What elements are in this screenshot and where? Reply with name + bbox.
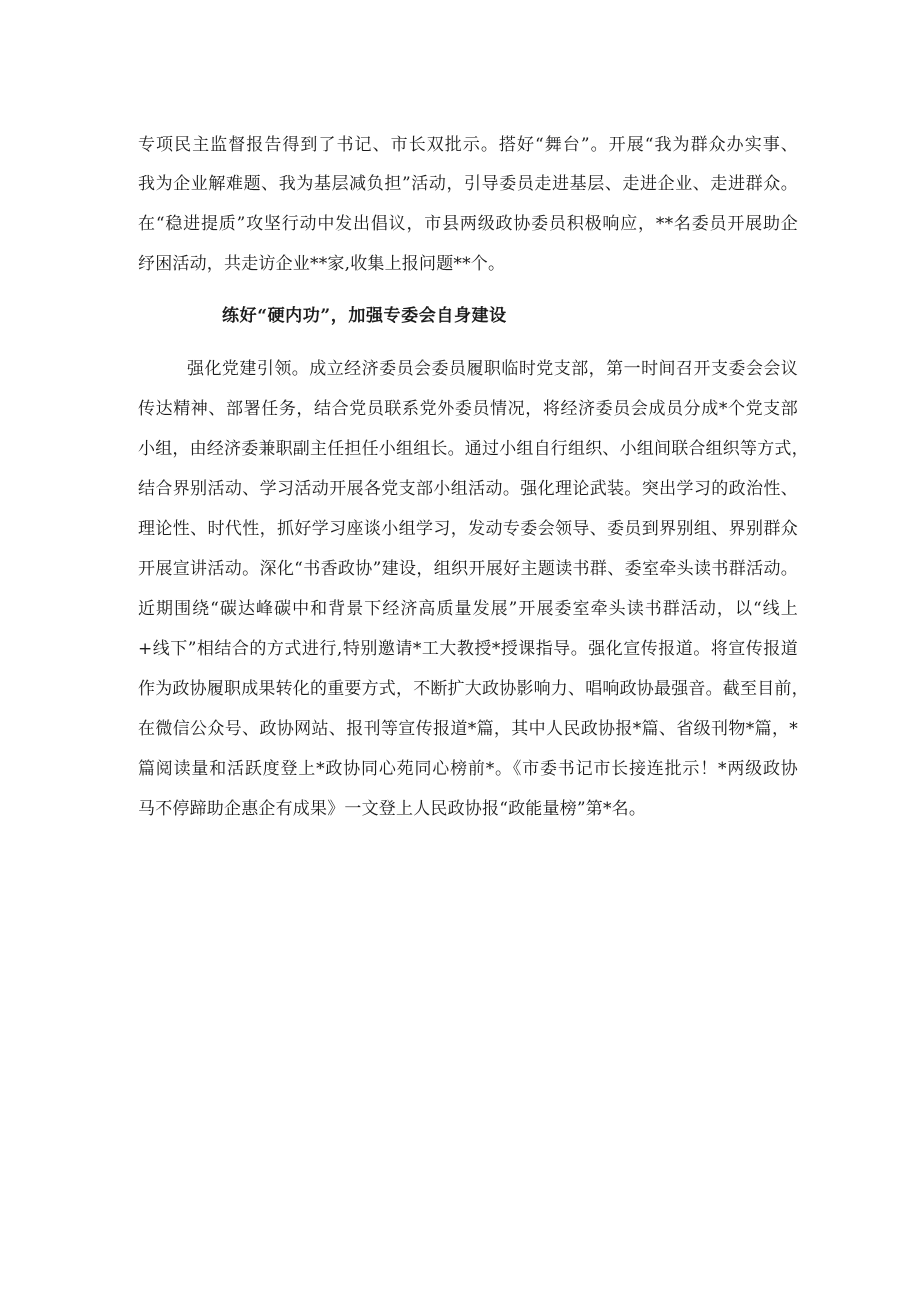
paragraph-line: +线下”相结合的方式进行,特别邀请*工大教授*授课指导。强化宣传报道。将宣传报道 bbox=[138, 639, 798, 659]
paragraph-line: 纾困活动，共走访企业**家,收集上报问题**个。 bbox=[138, 254, 506, 274]
paragraph-line: 我为企业解难题、我为基层减负担”活动，引导委员走进基层、走进企业、走进群众。 bbox=[138, 174, 798, 194]
paragraph-line: 专项民主监督报告得到了书记、市长双批示。搭好“舞台”。开展“我为群众办实事、 bbox=[138, 135, 798, 155]
paragraph-line: 强化党建引领。成立经济委员会委员履职临时党支部，第一时间召开支委会会议 bbox=[187, 359, 798, 379]
paragraph-line: 开展宣讲活动。深化“书香政协”建设，组织开展好主题读书群、委室牵头读书群活动。 bbox=[138, 559, 798, 579]
paragraph-line: 马不停蹄助企惠企有成果》一文登上人民政协报“政能量榜”第*名。 bbox=[138, 799, 647, 819]
paragraph-line: 结合界别活动、学习活动开展各党支部小组活动。强化理论武装。突出学习的政治性、 bbox=[138, 479, 798, 499]
paragraph-line: 在微信公众号、政协网站、报刊等宣传报道*篇，其中人民政协报*篇、省级刊物*篇，* bbox=[138, 719, 798, 739]
paragraph-line: 小组，由经济委兼职副主任担任小组组长。通过小组自行组织、小组间联合组织等方式， bbox=[138, 439, 809, 459]
paragraph-line: 篇阅读量和活跃度登上*政协同心苑同心榜前*。《市委书记市长接连批示！*两级政协 bbox=[138, 759, 798, 779]
paragraph-line: 理论性、时代性，抓好学习座谈小组学习，发动专委会领导、委员到界别组、界别群众 bbox=[138, 519, 798, 539]
paragraph-line: 在“稳进提质”攻坚行动中发出倡议，市县两级政协委员积极响应，**名委员开展助企 bbox=[138, 214, 798, 234]
paragraph-line: 作为政协履职成果转化的重要方式，不断扩大政协影响力、唱响政协最强音。截至目前， bbox=[138, 679, 809, 699]
section-heading: 练好“硬内功”，加强专委会自身建设 bbox=[222, 306, 507, 326]
paragraph-line: 传达精神、部署任务，结合党员联系党外委员情况，将经济委员会成员分成*个党支部 bbox=[138, 399, 798, 419]
paragraph-line: 近期围绕“碳达峰碳中和背景下经济高质量发展”开展委室牵头读书群活动，以“线上 bbox=[138, 599, 798, 619]
